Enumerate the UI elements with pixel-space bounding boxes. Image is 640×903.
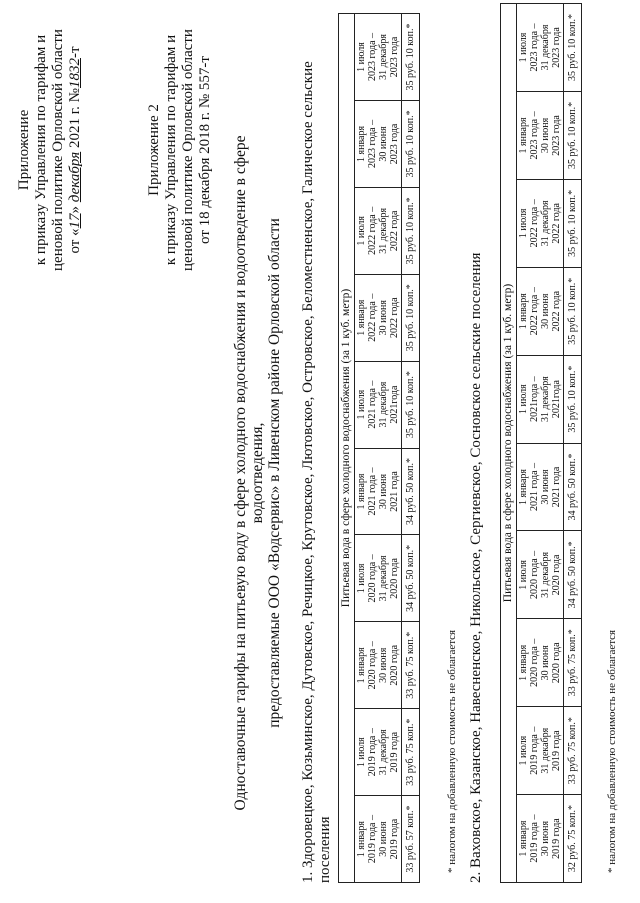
period-line: 2022 года xyxy=(389,210,400,252)
vat-note-2: * налогом на добавленную стоимость не облагается xyxy=(606,629,618,873)
period-line: 30 июня xyxy=(540,645,551,681)
period-line: 1 июля xyxy=(518,735,529,766)
tariff-value: 35 руб. 10 коп.* xyxy=(564,179,582,267)
period-line: 31 декабря xyxy=(378,34,389,80)
period-line: 30 июня xyxy=(540,469,551,505)
period-line: 31 декабря xyxy=(540,727,551,774)
tariff-value: 34 руб. 50 коп.* xyxy=(402,535,420,622)
order-number-handwritten: 1832 xyxy=(67,58,83,89)
tariff-value: 33 руб. 75 коп.* xyxy=(402,709,420,796)
period-header xyxy=(355,796,402,883)
period-line: 2023 года xyxy=(389,36,400,78)
appendix-2-title: Приложение 2 xyxy=(146,104,162,196)
tariff-table-1 xyxy=(338,13,420,883)
appendix-2-line-1: к приказу Управления по тарифам и xyxy=(163,34,179,266)
period-line: 2020 года – xyxy=(367,641,378,690)
period-line: 2019 года – xyxy=(529,814,540,863)
period-line: 30 июня xyxy=(378,300,389,336)
period-line: 1 июля xyxy=(518,560,529,590)
period-line: 2019 года – xyxy=(367,728,378,777)
appendix-2-line-3: от 18 декабря 2018 г. № 557-т xyxy=(197,56,213,244)
document-title xyxy=(232,123,283,823)
tariff-value: 34 руб. 50 коп.* xyxy=(564,443,582,531)
appendix-2-line-2: ценовой политике Орловской области xyxy=(180,29,196,271)
tariff-value: 35 руб. 10 коп.* xyxy=(564,4,582,92)
period-line: 2023 года xyxy=(389,123,400,165)
period-header xyxy=(517,179,564,267)
period-header xyxy=(517,531,564,619)
period-line: 2019 года xyxy=(551,730,562,771)
period-line: 1 января xyxy=(356,647,367,684)
period-line: 2019 года xyxy=(389,818,400,860)
period-line: 1 января xyxy=(518,117,529,154)
period-line: 1 июля xyxy=(518,384,529,414)
period-header xyxy=(517,4,564,92)
tariff-value: 35 руб. 10 коп.* xyxy=(402,187,420,274)
period-line: 30 июня xyxy=(378,126,389,162)
tariff-value: 35 руб. 10 коп.* xyxy=(564,355,582,443)
period-header xyxy=(355,535,402,622)
tariff-value: 33 руб. 75 коп.* xyxy=(564,619,582,707)
period-line: 1 июля xyxy=(518,208,529,239)
period-line: 2023 года – xyxy=(529,23,540,72)
period-line: 2023 года xyxy=(551,115,562,156)
period-header xyxy=(517,707,564,795)
period-header xyxy=(517,91,564,179)
tariff-value: 35 руб. 10 коп.* xyxy=(564,91,582,179)
period-line: 31 декабря xyxy=(378,729,389,776)
period-header xyxy=(355,361,402,448)
period-header xyxy=(355,187,402,274)
period-line: 2022 года – xyxy=(367,206,378,255)
appendix-title: Приложение xyxy=(16,109,32,191)
period-line: 1 июля xyxy=(356,42,367,72)
tariff-value: 32 руб. 75 коп.* xyxy=(564,795,582,883)
period-line: 2022 года xyxy=(389,297,400,339)
period-line: 2022 года xyxy=(551,203,562,244)
period-line: 2022 года – xyxy=(529,287,540,336)
period-line: 30 июня xyxy=(378,473,389,510)
period-header xyxy=(355,622,402,709)
period-line: 2023 года xyxy=(551,27,562,68)
span-header: Питьевая вода в сфере холодного водоснабжения (за 1 куб. метр) xyxy=(339,14,355,883)
period-line: 2022 года – xyxy=(529,199,540,248)
vat-note-1: * налогом на добавленную стоимость не облагается xyxy=(446,629,458,873)
tariff-value: 34 руб. 50 коп.* xyxy=(564,531,582,619)
section-2-heading: 2. Ваховское, Казанское, Навесненское, Никольское, Сергиевское, Сосновское сельские поселения xyxy=(468,252,484,883)
period-line: 31 декабря xyxy=(378,207,389,254)
period-line: 2020 года xyxy=(551,642,562,684)
period-line: 2023 года – xyxy=(367,32,378,82)
period-line: 31 декабря xyxy=(540,24,551,71)
appendix-date-line xyxy=(67,15,84,285)
period-line: 1 июля xyxy=(356,215,367,246)
period-line: 1 января xyxy=(518,644,529,681)
period-line: 2021 года – xyxy=(529,462,540,512)
document-title-line-2: предоставляемые ООО «Водсервис» в Ливенском районе Орловской области xyxy=(266,218,283,728)
appendix-2-header xyxy=(146,15,214,285)
period-header xyxy=(517,619,564,707)
period-header xyxy=(355,274,402,361)
period-line: 2021года – xyxy=(529,376,540,422)
tariff-value: 35 руб. 10 коп.* xyxy=(402,14,420,101)
period-line: 1 июля xyxy=(356,737,367,767)
period-header xyxy=(355,709,402,796)
period-line: 30 июня xyxy=(378,821,389,857)
date-suffix: -т xyxy=(67,46,83,59)
period-line: 2019 года – xyxy=(529,726,540,775)
period-line: 2020 года xyxy=(389,558,400,599)
period-line: 1 января xyxy=(518,820,529,857)
tariff-value: 35 руб. 10 коп.* xyxy=(564,267,582,355)
period-line: 30 июня xyxy=(378,647,389,683)
period-line: 2020 года – xyxy=(529,550,540,599)
date-prefix: от « xyxy=(67,228,83,254)
tariff-value: 35 руб. 10 коп.* xyxy=(402,361,420,448)
period-line: 30 июня xyxy=(540,117,551,154)
period-line: 2019 года xyxy=(389,731,400,773)
period-line: 2022 года – xyxy=(367,293,378,342)
period-line: 2021года xyxy=(551,380,562,419)
period-line: 31 декабря xyxy=(540,376,551,423)
period-line: 1 июля xyxy=(356,389,367,420)
period-line: 31 декабря xyxy=(378,381,389,428)
period-line: 2020 года xyxy=(389,644,400,686)
period-line: 2023 года – xyxy=(367,119,378,168)
period-line: 31 декабря xyxy=(540,551,551,598)
section-1-heading: 1. Здоровецкое, Козьминское, Дутовское, Речицкое, Крутовское, Лютовское, Островское, Беломестненское, Галическое сельские поселения xyxy=(300,61,333,883)
period-line: 1 января xyxy=(356,299,367,336)
period-line: 2021 года xyxy=(389,471,400,512)
period-line: 1 июля xyxy=(356,563,367,594)
period-line: 30 июня xyxy=(540,820,551,857)
period-line: 1 января xyxy=(518,293,529,330)
period-line: 2021года xyxy=(389,385,400,424)
tariff-value: 35 руб. 10 коп.* xyxy=(402,100,420,187)
span-header: Питьевая вода в сфере холодного водоснабжения (за 1 куб. метр) xyxy=(501,4,517,883)
date-mid: » xyxy=(67,202,83,214)
period-line: 2020 года xyxy=(551,554,562,596)
period-header xyxy=(355,100,402,187)
appendix-line-2: ценовой политике Орловской области xyxy=(50,29,66,271)
period-line: 2020 года – xyxy=(529,638,540,687)
period-line: 31 декабря xyxy=(378,555,389,602)
period-line: 2023 года – xyxy=(529,111,540,160)
tariff-value: 33 руб. 75 коп.* xyxy=(564,707,582,795)
document-title-line-1: Одноставочные тарифы на питьевую воду в сфере холодного водоснабжения и водоотведение в сфере водоотведения, xyxy=(232,135,266,811)
tariff-value: 33 руб. 57 коп.* xyxy=(402,796,420,883)
period-line: 1 января xyxy=(356,125,367,162)
tariff-value: 34 руб. 50 коп.* xyxy=(402,448,420,535)
period-line: 2021 года xyxy=(551,466,562,508)
period-header xyxy=(355,14,402,101)
period-header xyxy=(517,355,564,443)
period-line: 31 декабря xyxy=(540,200,551,247)
period-line: 1 января xyxy=(356,821,367,858)
period-line: 1 января xyxy=(356,473,367,510)
date-year: 2021 г. № xyxy=(67,88,83,149)
period-line: 2019 года xyxy=(551,818,562,859)
period-line: 2022 года xyxy=(551,290,562,332)
period-line: 2020 года – xyxy=(367,554,378,603)
tariff-value: 33 руб. 75 коп.* xyxy=(402,622,420,709)
period-header xyxy=(355,448,402,535)
date-month-handwritten: декабря xyxy=(67,151,83,203)
period-header xyxy=(517,267,564,355)
period-line: 2021 года – xyxy=(367,467,378,516)
period-header xyxy=(517,443,564,531)
period-line: 2019 года – xyxy=(367,815,378,864)
appendix-header xyxy=(16,15,84,285)
period-line: 30 июня xyxy=(540,293,551,329)
appendix-line-1: к приказу Управления по тарифам и xyxy=(33,34,49,266)
tariff-value: 35 руб. 10 коп.* xyxy=(402,274,420,361)
period-line: 1 января xyxy=(518,468,529,506)
date-day-handwritten: 17 xyxy=(67,213,83,229)
tariff-table-2 xyxy=(500,3,582,883)
period-line: 1 июля xyxy=(518,32,529,63)
period-header xyxy=(517,795,564,883)
period-line: 2021 года – xyxy=(367,380,378,429)
